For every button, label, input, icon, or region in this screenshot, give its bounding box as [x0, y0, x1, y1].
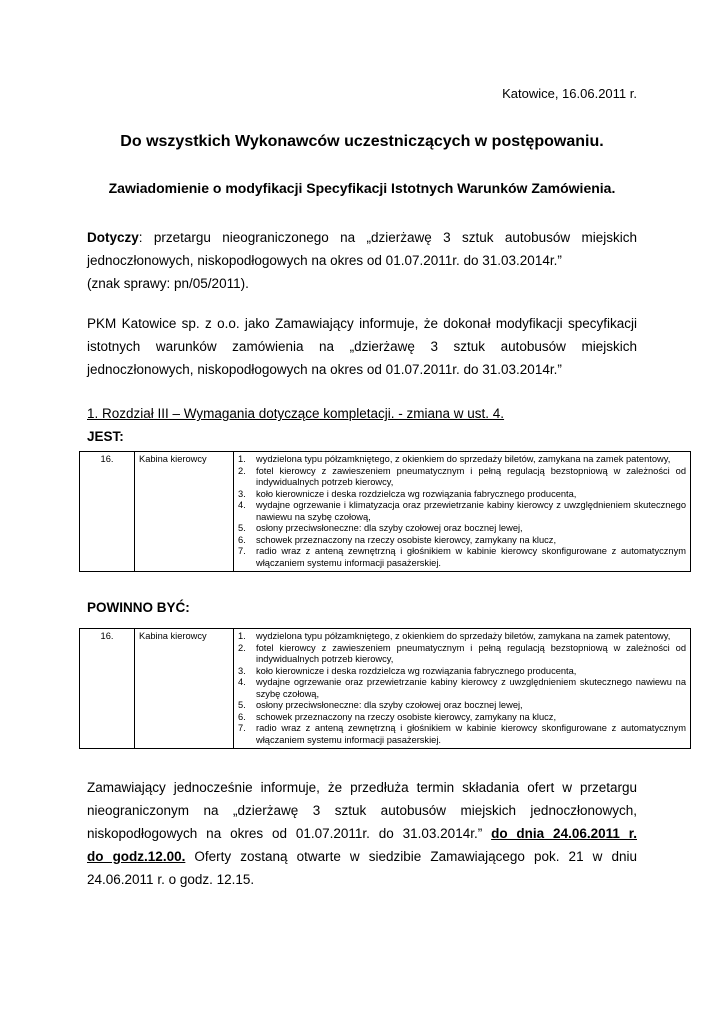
requirement-number: 5. [238, 700, 246, 710]
requirement-item [238, 489, 686, 501]
dotyczy-line-1 [87, 226, 637, 249]
row-number: 16. [80, 452, 135, 572]
dotyczy-line-2: jednoczłonowych, niskopodłogowych na okres od 01.07.2011r. do 31.03.2014r.” [87, 253, 562, 268]
requirement-number: 5. [238, 523, 246, 533]
requirement-item [238, 466, 686, 489]
dotyczy-line-1-text: : przetargu nieograniczonego na „dzierżawę 3 sztuk autobusów miejskich [138, 230, 637, 245]
row-requirements [234, 452, 691, 572]
requirement-number: 7. [238, 546, 246, 556]
closing-line-5: 24.06.2011 r. o godz. 12.15. [87, 872, 255, 887]
requirement-number: 2. [238, 642, 246, 653]
table-row [80, 629, 691, 749]
requirement-text: fotel kierowcy z zawieszeniem pneumatycznym i pełną regulacją bezstopniową w zależności od indywidualnych potrzeb kierowcy, [256, 642, 686, 664]
closing-paragraph [87, 776, 637, 891]
requirement-item [238, 643, 686, 666]
requirement-text: wydzielona typu półzamkniętego, z okienkiem do sprzedaży biletów, zamykana na zamek patentowy, [256, 454, 671, 464]
intro-paragraph [87, 312, 637, 381]
dotyczy-paragraph [87, 226, 637, 295]
requirement-item [238, 523, 686, 535]
requirement-text: schowek przeznaczony na rzeczy osobiste kierowcy, zamykany na klucz, [256, 711, 557, 722]
requirements-list [238, 631, 686, 746]
closing-line-1: Zamawiający jednocześnie informuje, że przedłuża termin składania ofert w przetargu [87, 780, 637, 795]
requirement-text: wydajne ogrzewanie oraz przewietrzanie kabiny kierowcy z uwzględnieniem skutecznego nawiewu na szybę czołową, [256, 677, 686, 699]
closing-line-3 [87, 822, 637, 845]
requirement-number: 1. [238, 454, 246, 464]
page-title: Do wszystkich Wykonawców uczestniczących w postępowaniu. [120, 133, 604, 150]
closing-line-4-text: Oferty zostaną otwarte w siedzibie Zamawiającego pok. 21 w dniu [185, 849, 637, 864]
requirement-text: osłony przeciwsłoneczne: dla szyby czołowej oraz bocznej lewej, [256, 523, 523, 533]
requirement-item [238, 631, 686, 643]
requirement-number: 6. [238, 534, 246, 545]
document-date: Katowice, 16.06.2011 r. [502, 86, 637, 101]
requirement-text: osłony przeciwsłoneczne: dla szyby czołowej oraz bocznej lewej, [256, 700, 523, 710]
requirement-text: koło kierownicze i deska rozdzielcza wg rozwiązania fabrycznego producenta, [256, 488, 577, 499]
requirement-item [238, 723, 686, 746]
requirement-text: wydzielona typu półzamkniętego, z okienkiem do sprzedaży biletów, zamykana na zamek patentowy, [256, 631, 671, 641]
requirement-item [238, 712, 686, 724]
row-name: Kabina kierowcy [135, 452, 234, 572]
deadline-date: do dnia 24.06.2011 r. [491, 826, 638, 841]
requirement-text: radio wraz z anteną zewnętrzną i głośnikiem w kabinie kierowcy skonfigurowane z automatycznym włączaniem systemu informacji pasażerskiej. [256, 546, 686, 568]
requirement-number: 2. [238, 465, 246, 476]
requirement-text: wydajne ogrzewanie i klimatyzacja oraz przewietrzanie kabiny kierowcy z uwzględnieniem skutecznego nawiewu na szybę czołową, [256, 500, 686, 522]
powinno-label: POWINNO BYĆ: [87, 600, 190, 615]
requirement-number: 3. [238, 488, 246, 499]
requirement-item [238, 546, 686, 569]
requirement-number: 3. [238, 665, 246, 676]
intro-line-1: PKM Katowice sp. z o.o. jako Zamawiający informuje, że dokonał modyfikacji specyfikacji [87, 316, 637, 331]
requirement-item [238, 454, 686, 466]
spec-table-jest [79, 451, 691, 572]
requirement-item [238, 535, 686, 547]
table-row [80, 452, 691, 572]
deadline-time: do godz.12.00. [87, 849, 186, 864]
closing-line-2: nieograniczonym na „dzierżawę 3 sztuk autobusów miejskich jednoczłonowych, [87, 803, 637, 818]
dotyczy-label: Dotyczy [87, 230, 139, 245]
intro-line-2: istotnych warunków zamówienia na „dzierżawę 3 sztuk autobusów miejskich [87, 339, 637, 354]
row-number: 16. [80, 629, 135, 749]
jest-label: JEST: [87, 429, 124, 444]
spec-table-powinno [79, 628, 691, 749]
case-number: (znak sprawy: pn/05/2011). [87, 276, 249, 291]
requirements-list [238, 454, 686, 569]
page-subtitle: Zawiadomienie o modyfikacji Specyfikacji Istotnych Warunków Zamówienia. [108, 180, 616, 196]
row-name: Kabina kierowcy [135, 629, 234, 749]
requirement-text: koło kierownicze i deska rozdzielcza wg rozwiązania fabrycznego producenta, [256, 665, 577, 676]
requirement-text: fotel kierowcy z zawieszeniem pneumatycznym i pełną regulacją bezstopniową w zależności od indywidualnych potrzeb kierowcy, [256, 465, 686, 487]
requirement-item [238, 500, 686, 523]
requirement-number: 4. [238, 677, 246, 687]
requirement-text: radio wraz z anteną zewnętrzną i głośnikiem w kabinie kierowcy skonfigurowane z automatycznym włączaniem systemu informacji pasażerskiej. [256, 723, 686, 745]
section-title: 1. Rozdział III – Wymagania dotyczące kompletacji. - zmiana w ust. 4. [87, 406, 505, 421]
requirement-number: 1. [238, 631, 246, 641]
closing-line-3-text: niskopodłogowych na okres od 01.07.2011r. do 31.03.2014r.” [87, 826, 492, 841]
intro-line-3: jednoczłonowych, niskopodłogowych na okres od 01.07.2011r. do 31.03.2014r.” [87, 362, 562, 377]
requirement-number: 7. [238, 723, 246, 733]
requirement-number: 6. [238, 711, 246, 722]
closing-line-4 [87, 845, 637, 868]
requirement-item [238, 666, 686, 678]
requirement-item [238, 700, 686, 712]
requirement-text: schowek przeznaczony na rzeczy osobiste kierowcy, zamykany na klucz, [256, 534, 557, 545]
row-requirements [234, 629, 691, 749]
requirement-number: 4. [238, 500, 246, 510]
requirement-item [238, 677, 686, 700]
